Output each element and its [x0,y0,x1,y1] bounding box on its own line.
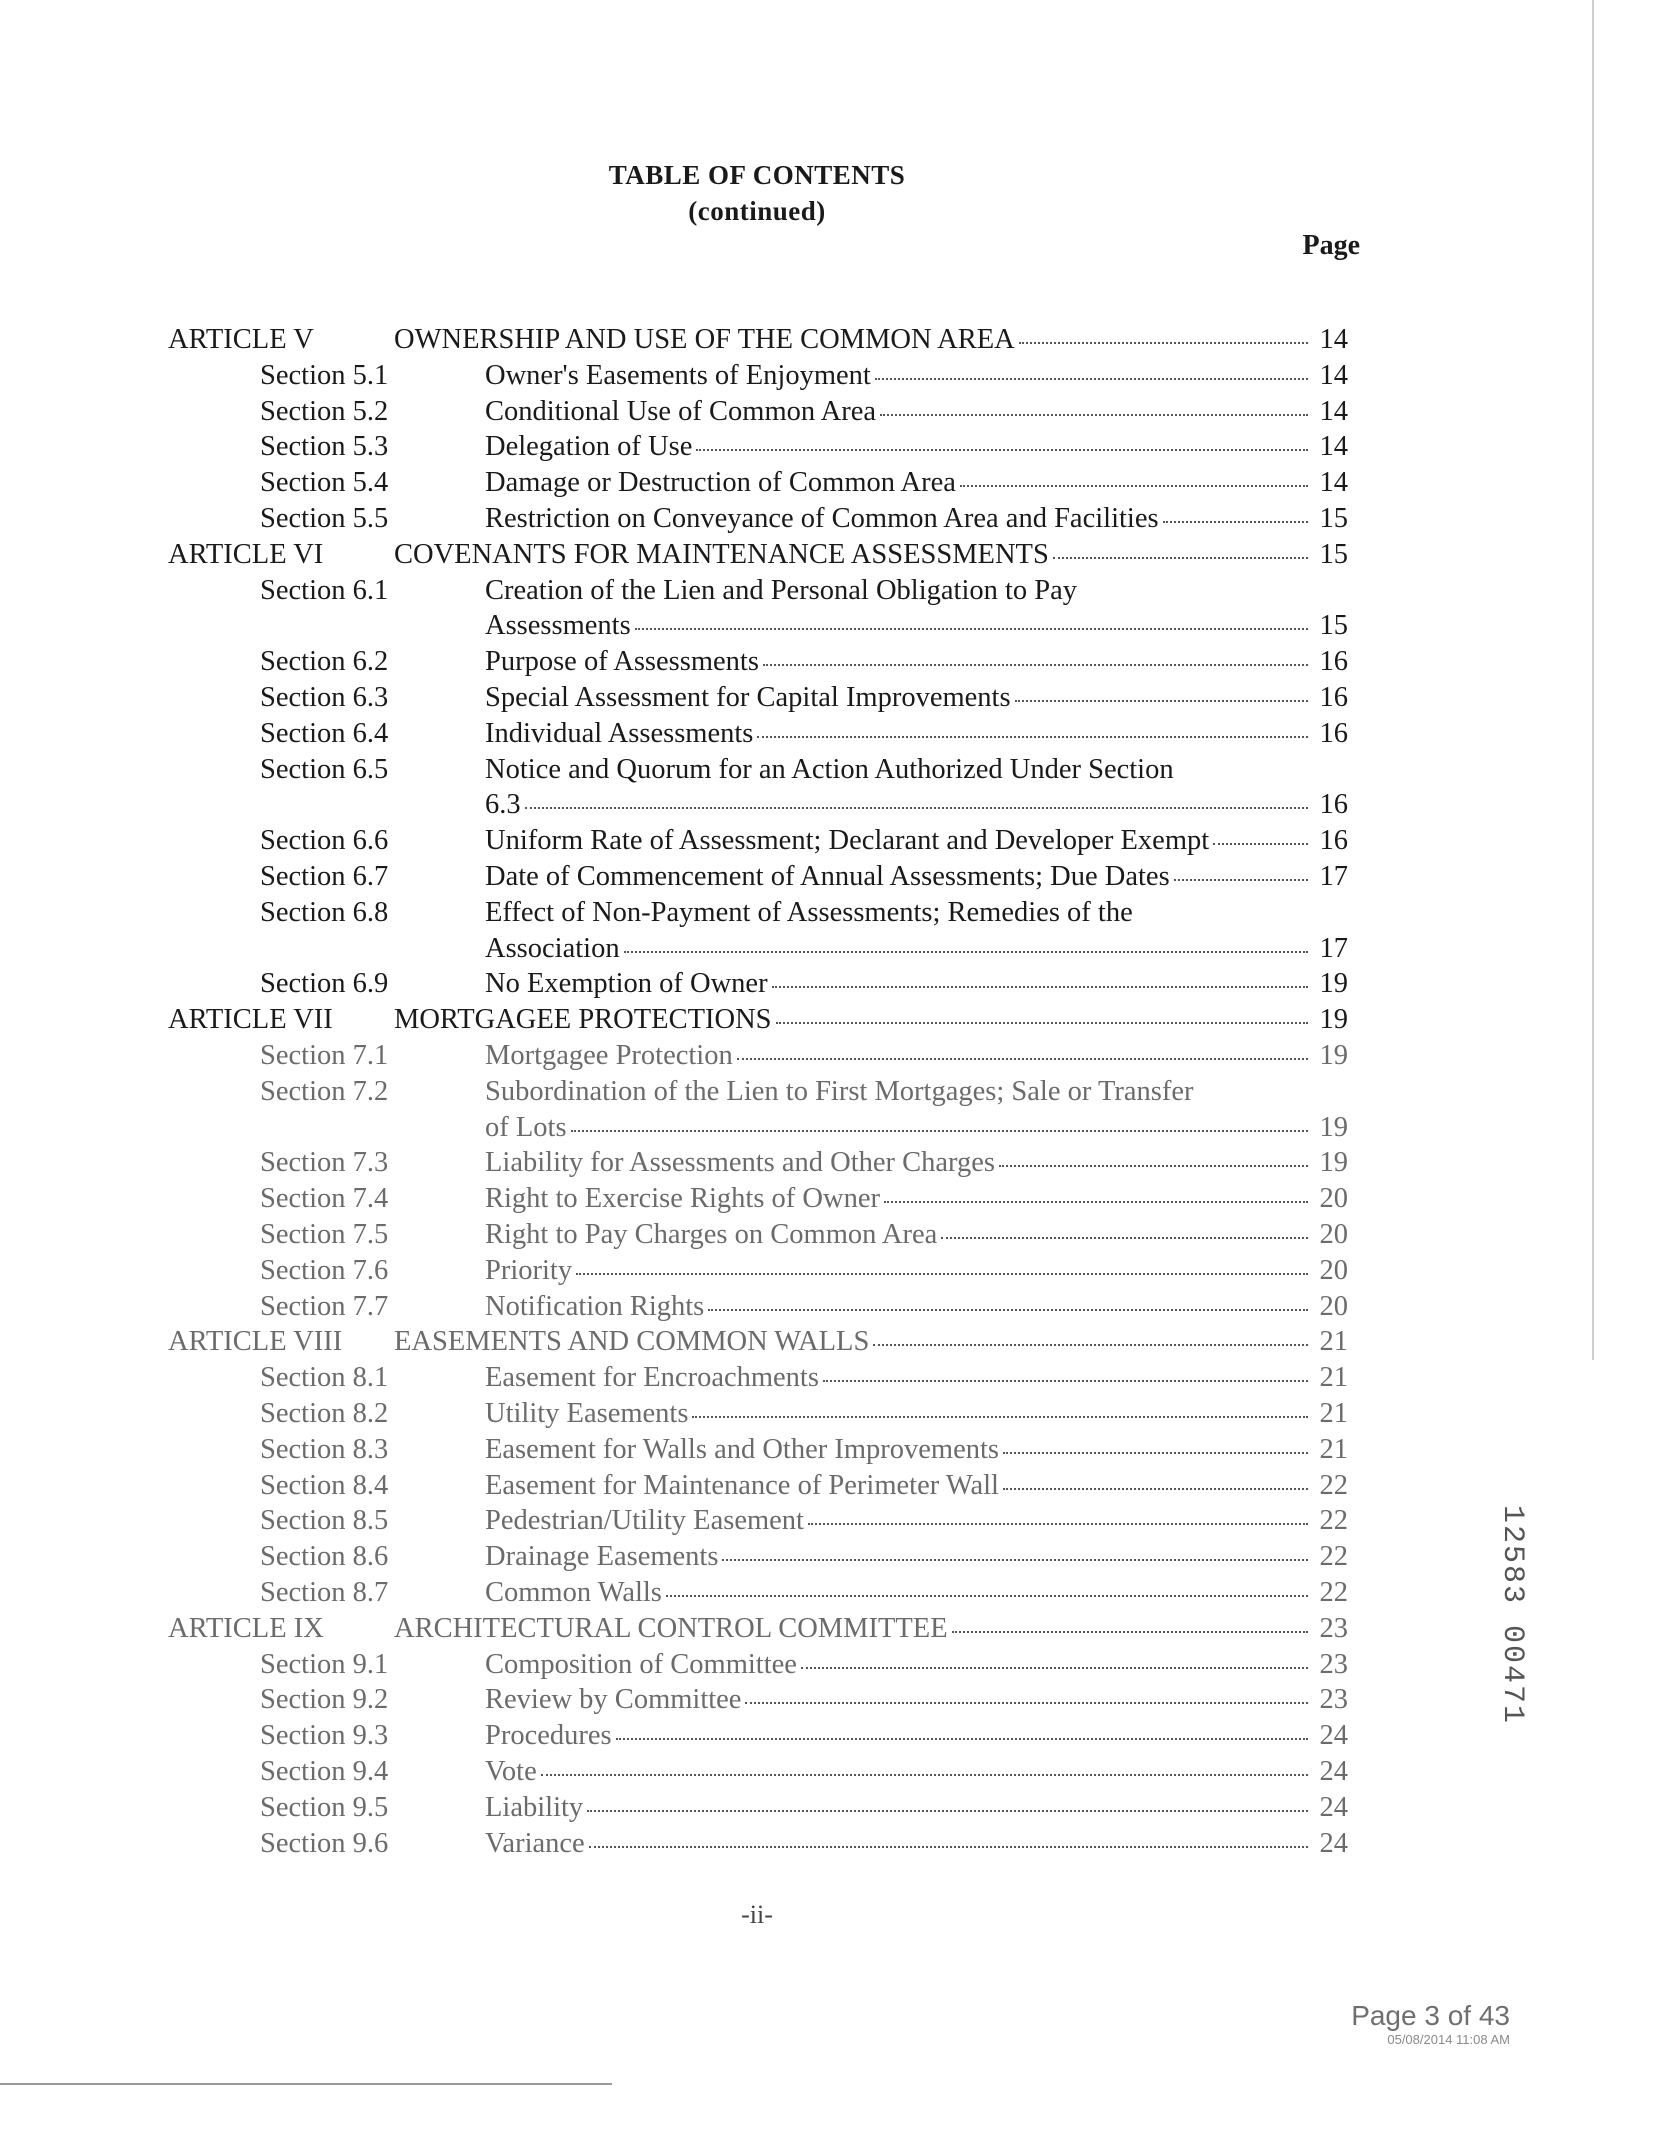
section-label: Section 5.4 [260,467,389,499]
toc-article-row [0,1324,1664,1360]
entry-title: Assessments [485,610,631,642]
entry-page-number: 20 [1319,1254,1348,1286]
section-label: Section 8.6 [260,1541,389,1573]
entry-title-cell [485,394,1348,430]
entry-page-number: 24 [1319,1756,1348,1787]
toc-section-row [0,1432,1664,1468]
dot-leader [692,1416,1308,1418]
entry-page-number: 19 [1319,968,1348,1000]
entry-page-number: 14 [1319,324,1348,355]
dot-leader [1213,843,1308,845]
entry-page-number: 24 [1319,1720,1348,1752]
section-label: Section 5.3 [260,431,389,463]
entry-title-cell [485,573,1348,609]
toc-section-row [0,1253,1664,1289]
entry-title-cell [485,859,1348,895]
entry-page-number: 21 [1319,1326,1348,1358]
section-label: Section 6.6 [260,825,389,857]
entry-title-cell [485,1539,1348,1575]
entry-title-cell [485,895,1348,931]
dot-leader [1019,342,1308,344]
article-label: ARTICLE VI [168,538,324,570]
entry-title-cell [485,1360,1348,1396]
entry-title-cell [485,823,1348,859]
article-label: ARTICLE VIII [168,1326,343,1358]
entry-title: Restriction on Conveyance of Common Area and Facilities [485,503,1159,534]
entry-title-cell [485,1468,1348,1504]
entry-page-number: 16 [1319,646,1348,678]
toc-section-row [0,1181,1664,1217]
toc-section-row [0,823,1664,859]
dot-leader [576,1273,1308,1275]
entry-title-cell [485,716,1348,752]
entry-title: Procedures [485,1720,612,1752]
entry-title: Right to Pay Charges on Common Area [485,1219,938,1250]
section-label: Section 6.1 [260,574,389,606]
section-label: Section 5.2 [260,395,389,427]
section-label: Section 9.5 [260,1791,389,1823]
entry-title: Right to Exercise Rights of Owner [485,1183,880,1215]
entry-title-cell [485,1432,1348,1468]
toc-section-row [0,895,1664,931]
dot-leader [880,414,1308,416]
dot-leader [666,1595,1308,1597]
entry-page-number: 19 [1319,1040,1348,1071]
dot-leader [1163,521,1308,523]
entry-title: Individual Assessments [485,717,754,749]
entry-page-number: 15 [1319,503,1348,534]
entry-title: Drainage Easements [485,1541,719,1573]
article-label: ARTICLE IX [168,1612,324,1644]
entry-title: Utility Easements [485,1398,689,1429]
entry-title: Association [485,932,620,964]
toc-section-row [0,1217,1664,1253]
entry-title: Owner's Easements of Enjoyment [485,359,871,391]
dot-leader [589,1846,1308,1848]
toc-section-row [0,1790,1664,1826]
entry-page-number: 15 [1319,538,1348,570]
entry-title-cell [485,966,1348,1002]
entry-title: Easement for Walls and Other Improvements [485,1433,999,1465]
entry-title-cell [485,1647,1348,1683]
entry-title: Notification Rights [485,1290,705,1322]
dot-leader [1015,700,1308,702]
toc-section-row [0,644,1664,680]
toc-article-row [0,322,1664,358]
section-label: Section 6.3 [260,682,389,713]
dot-leader [624,951,1308,953]
toc-section-row [0,1647,1664,1683]
section-label: Section 8.4 [260,1469,389,1501]
entry-page-number: 21 [1319,1433,1348,1465]
section-label: Section 9.6 [260,1827,389,1859]
entry-page-number: 16 [1319,717,1348,749]
entry-title-cell [485,1682,1348,1718]
entry-title: Subordination of the Lien to First Mortgages; Sale or Transfer [485,1075,1194,1107]
dot-leader [941,1237,1308,1239]
entry-title: Conditional Use of Common Area [485,395,877,427]
toc-section-row [0,966,1664,1002]
dot-leader [1003,1452,1308,1454]
dot-leader [763,664,1308,666]
dot-leader [875,378,1308,380]
entry-title-cell [485,680,1348,716]
entry-title-cell [485,752,1348,788]
entry-page-number: 14 [1319,467,1348,499]
dot-leader [823,1380,1308,1382]
toc-section-row [0,680,1664,716]
entry-page-number: 14 [1319,395,1348,427]
entry-title-cell [485,1074,1348,1110]
toc-article-row [0,1002,1664,1038]
section-label: Section 7.6 [260,1254,389,1286]
bottom-rule [0,2083,612,2085]
toc-article-row [0,537,1664,573]
dot-leader [1053,557,1308,559]
article-label: ARTICLE V [168,324,314,355]
entry-title-cell [485,608,1348,644]
entry-title: Mortgagee Protection [485,1040,733,1071]
toc-section-row [0,1038,1664,1074]
toc-article-row [0,1611,1664,1647]
toc-section-row [0,1074,1664,1110]
dot-leader [1003,1488,1308,1490]
toc-section-row [0,716,1664,752]
section-label: Section 6.9 [260,968,389,1000]
book-page-stamp: 12583 00471 [1495,1505,1529,1726]
entry-title: Vote [485,1756,537,1787]
entry-title: COVENANTS FOR MAINTENANCE ASSESSMENTS [394,538,1049,570]
toc-section-row [0,1575,1664,1611]
toc-section-row [0,1468,1664,1504]
toc-section-row [0,573,1664,609]
toc-subtitle: (continued) [688,196,826,226]
section-label: Section 9.4 [260,1756,389,1787]
section-label: Section 7.2 [260,1075,389,1107]
entry-title: Variance [485,1827,585,1859]
stamp-date: 05/08/2014 11:08 AM [1387,2032,1510,2047]
section-label: Section 6.5 [260,753,389,785]
dot-leader [541,1774,1308,1776]
entry-title-cell [485,1718,1348,1754]
section-label: Section 8.7 [260,1577,389,1608]
entry-page-number: 24 [1319,1827,1348,1859]
entry-title-cell [485,1754,1348,1790]
entry-page-number: 16 [1319,825,1348,857]
section-label: Section 7.5 [260,1219,389,1250]
entry-title: Easement for Encroachments [485,1362,819,1394]
entry-title: Damage or Destruction of Common Area [485,467,956,499]
entry-title: OWNERSHIP AND USE OF THE COMMON AREA [394,324,1015,355]
section-label: Section 9.3 [260,1720,389,1752]
dot-leader [757,736,1308,738]
entry-page-number: 16 [1319,682,1348,713]
entry-title-cell [485,358,1348,394]
entry-title-cell [485,501,1348,537]
dot-leader [737,1058,1308,1060]
toc-section-row [0,1682,1664,1718]
entry-title: EASEMENTS AND COMMON WALLS [394,1326,870,1358]
entry-title: No Exemption of Owner [485,968,768,1000]
entry-title-cell [394,1002,1348,1038]
section-label: Section 5.5 [260,503,389,534]
entry-page-number: 22 [1319,1541,1348,1573]
entry-title-cell [485,1575,1348,1611]
entry-title-cell [485,644,1348,680]
entry-title-cell [485,465,1348,501]
section-label: Section 6.4 [260,717,389,749]
section-label: Section 8.1 [260,1362,389,1394]
entry-page-number: 14 [1319,431,1348,463]
entry-title-cell [485,1289,1348,1325]
dot-leader [708,1309,1308,1311]
toc-section-row [0,752,1664,788]
toc-section-row [0,1396,1664,1432]
dot-leader [999,1165,1308,1167]
section-label: Section 8.3 [260,1433,389,1465]
section-label: Section 6.2 [260,646,389,678]
toc-section-row [0,429,1664,465]
dot-leader [772,986,1308,988]
entry-title-cell [485,1181,1348,1217]
toc-continuation-row [0,787,1664,823]
toc-section-row [0,465,1664,501]
toc-section-row [0,358,1664,394]
entry-title: ARCHITECTURAL CONTROL COMMITTEE [394,1612,948,1644]
entry-title: MORTGAGEE PROTECTIONS [394,1004,772,1036]
entry-title: of Lots [485,1111,567,1143]
entry-page-number: 21 [1319,1362,1348,1394]
entry-title-cell [394,537,1348,573]
entry-page-number: 20 [1319,1183,1348,1215]
dot-leader [873,1344,1308,1346]
entry-title-cell [485,931,1348,967]
entry-page-number: 19 [1319,1004,1348,1036]
dot-leader [722,1559,1308,1561]
toc-continuation-row [0,608,1664,644]
entry-title-cell [485,1110,1348,1146]
entry-title: Priority [485,1254,573,1286]
dot-leader [525,807,1308,809]
dot-leader [801,1667,1308,1669]
entry-title: 6.3 [485,789,521,821]
entry-title: Purpose of Assessments [485,646,759,678]
section-label: Section 9.2 [260,1684,389,1716]
entry-title-cell [485,1217,1348,1253]
entry-title-cell [485,1145,1348,1181]
entry-title: Special Assessment for Capital Improvements [485,682,1011,713]
entry-page-number: 21 [1319,1398,1348,1429]
entry-title: Delegation of Use [485,431,693,463]
entry-page-number: 16 [1319,789,1348,821]
entry-title: Pedestrian/Utility Easement [485,1505,804,1537]
dot-leader [571,1130,1308,1132]
entry-title-cell [394,1324,1348,1360]
section-label: Section 5.1 [260,359,389,391]
entry-page-number: 17 [1319,932,1348,964]
toc-section-row [0,394,1664,430]
section-label: Section 9.1 [260,1648,389,1680]
section-label: Section 7.1 [260,1040,389,1071]
entry-title: Liability [485,1791,584,1823]
entry-title: Composition of Committee [485,1648,797,1680]
entry-title: Review by Committee [485,1684,742,1716]
entry-page-number: 19 [1319,1111,1348,1143]
entry-page-number: 23 [1319,1684,1348,1716]
entry-title-cell [394,1611,1348,1647]
section-label: Section 7.7 [260,1290,389,1322]
entry-title-cell [485,1503,1348,1539]
toc-section-row [0,1145,1664,1181]
toc-section-row [0,1289,1664,1325]
entry-title-cell [485,1038,1348,1074]
toc-section-row [0,501,1664,537]
dot-leader [587,1810,1308,1812]
toc-continuation-row [0,1110,1664,1146]
entry-page-number: 23 [1319,1648,1348,1680]
article-label: ARTICLE VII [168,1004,333,1036]
dot-leader [884,1201,1308,1203]
entry-page-number: 14 [1319,359,1348,391]
entry-title-cell [485,787,1348,823]
dot-leader [635,628,1308,630]
toc-section-row [0,1360,1664,1396]
entry-title: Creation of the Lien and Personal Obligation to Pay [485,574,1078,606]
entry-page-number: 23 [1319,1612,1348,1644]
entry-title: Easement for Maintenance of Perimeter Wall [485,1469,999,1501]
toc-continuation-row [0,931,1664,967]
entry-title-cell [485,429,1348,465]
entry-title: Date of Commencement of Annual Assessments; Due Dates [485,861,1170,892]
entry-page-number: 22 [1319,1505,1348,1537]
toc-section-row [0,1826,1664,1862]
entry-page-number: 17 [1319,861,1348,892]
dot-leader [745,1702,1308,1704]
section-label: Section 7.4 [260,1183,389,1215]
entry-page-number: 24 [1319,1791,1348,1823]
dot-leader [1174,879,1308,881]
entry-page-number: 22 [1319,1577,1348,1608]
toc-section-row [0,1539,1664,1575]
entry-title: Liability for Assessments and Other Charges [485,1147,996,1179]
section-label: Section 7.3 [260,1147,389,1179]
dot-leader [696,449,1308,451]
entry-page-number: 20 [1319,1290,1348,1322]
section-label: Section 8.2 [260,1398,389,1429]
dot-leader [952,1631,1308,1633]
dot-leader [776,1022,1309,1024]
entry-page-number: 20 [1319,1219,1348,1250]
entry-page-number: 19 [1319,1147,1348,1179]
dot-leader [616,1738,1308,1740]
dot-leader [960,485,1308,487]
entry-page-number: 22 [1319,1469,1348,1501]
stamp-page-count: Page 3 of 43 [1351,2000,1510,2031]
entry-title-cell [485,1253,1348,1289]
entry-title-cell [485,1790,1348,1826]
toc-section-row [0,859,1664,895]
entry-title: Uniform Rate of Assessment; Declarant and Developer Exempt [485,825,1210,857]
section-label: Section 8.5 [260,1505,389,1537]
page-number: -ii- [741,1900,773,1929]
entry-title-cell [485,1826,1348,1862]
toc-section-row [0,1503,1664,1539]
toc-title: TABLE OF CONTENTS [608,160,906,190]
entry-title: Notice and Quorum for an Action Authorized Under Section [485,753,1174,785]
dot-leader [808,1523,1308,1525]
entry-title-cell [394,322,1348,358]
entry-page-number: 15 [1319,610,1348,642]
entry-title: Effect of Non-Payment of Assessments; Remedies of the [485,896,1133,928]
section-label: Section 6.7 [260,861,389,892]
section-label: Section 6.8 [260,896,389,928]
page-column-label: Page [1302,230,1360,261]
toc-section-row [0,1754,1664,1790]
entry-title-cell [485,1396,1348,1432]
entry-title: Common Walls [485,1577,662,1608]
recording-stamp [1310,2000,1510,2047]
toc-section-row [0,1718,1664,1754]
